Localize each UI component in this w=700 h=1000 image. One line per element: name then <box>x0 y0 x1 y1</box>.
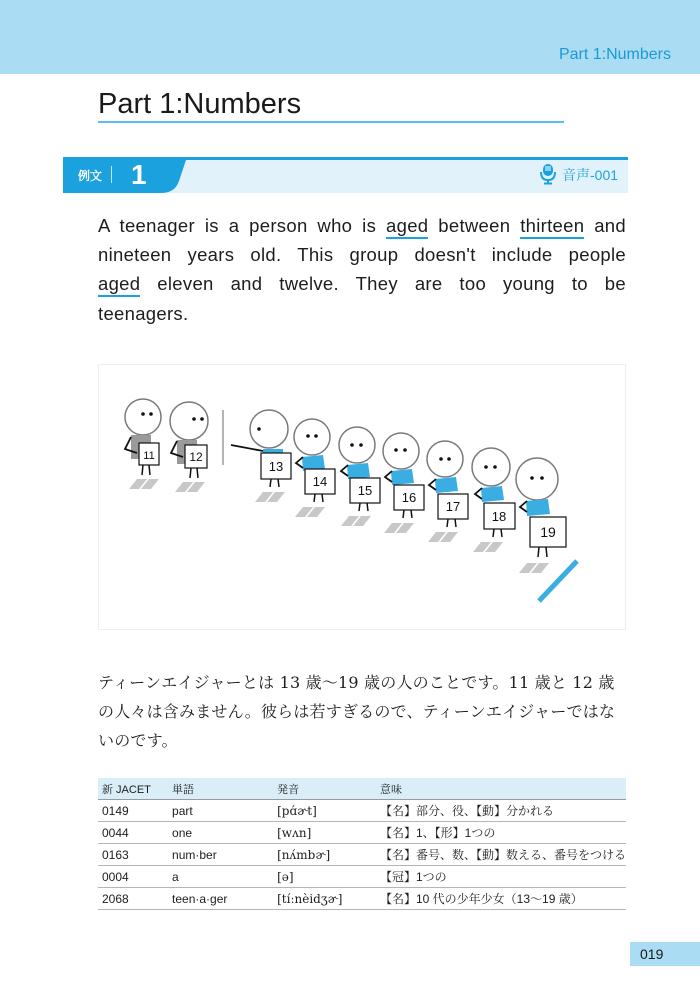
text-segment: between <box>428 215 521 236</box>
stick-figures-illustration <box>99 365 627 631</box>
page-title: Part 1:Numbers <box>98 88 302 120</box>
col-word: 単語 <box>168 778 273 800</box>
text-segment: and nineteen years old. This group doesn't include people <box>98 215 626 266</box>
cell-pronunciation: [ə] <box>273 866 376 888</box>
svg-text:17: 17 <box>445 499 461 514</box>
svg-text:12: 12 <box>189 450 203 464</box>
cell-meaning: 【名】10 代の少年少女（13〜19 歳） <box>376 888 626 910</box>
microphone-icon <box>540 163 556 188</box>
col-meaning: 意味 <box>376 778 626 800</box>
svg-text:14: 14 <box>312 474 328 489</box>
cell-meaning: 【名】1、【形】1つの <box>376 822 626 844</box>
svg-text:18: 18 <box>491 509 507 524</box>
cell-word: a <box>168 866 273 888</box>
svg-text:11: 11 <box>143 450 155 462</box>
col-pronunciation: 発音 <box>273 778 376 800</box>
svg-text:16: 16 <box>401 490 417 505</box>
illustration-teenagers-line <box>98 364 626 630</box>
audio-label: 音声-001 <box>562 167 619 183</box>
underlined-word-aged: aged <box>98 273 140 297</box>
cell-meaning: 【冠】1つの <box>376 866 626 888</box>
cell-word: one <box>168 822 273 844</box>
table-header-row <box>98 778 626 800</box>
cell-word: num·ber <box>168 844 273 866</box>
title-rule <box>98 121 564 123</box>
cell-pronunciation: [pɑ́ɚt] <box>273 800 376 822</box>
cell-word: part <box>168 800 273 822</box>
cell-meaning: 【名】番号、数、【動】数える、番号をつける <box>376 844 626 866</box>
cell-jacet: 0004 <box>98 866 168 888</box>
audio-track[interactable] <box>540 164 618 186</box>
cell-pronunciation: [wʌn] <box>273 822 376 844</box>
underlined-word-thirteen: thirteen <box>520 215 584 239</box>
svg-text:13: 13 <box>268 459 284 474</box>
cell-jacet: 0149 <box>98 800 168 822</box>
page-number: 019 <box>640 946 664 962</box>
cell-pronunciation: [tíːnèidʒɚ] <box>273 888 376 910</box>
table-row <box>98 866 626 888</box>
vocabulary-table <box>98 778 626 910</box>
cell-meaning: 【名】部分、役、【動】分かれる <box>376 800 626 822</box>
cell-word: teen·a·ger <box>168 888 273 910</box>
cell-jacet: 0044 <box>98 822 168 844</box>
table-row <box>98 888 626 910</box>
text-segment: eleven and twelve. They are too young to be teenagers. <box>98 273 626 324</box>
text-segment: A teenager is a person who is <box>98 215 387 236</box>
table-row <box>98 844 626 866</box>
example-number: 1 <box>131 159 147 190</box>
underlined-word-aged: aged <box>386 215 428 239</box>
table-row <box>98 800 626 822</box>
col-jacet: 新 JACET <box>98 778 168 800</box>
example-label: 例文 <box>78 169 103 183</box>
svg-text:19: 19 <box>540 524 556 540</box>
svg-text:15: 15 <box>357 483 373 498</box>
example-separator <box>111 166 112 183</box>
japanese-translation: ティーンエイジャーとは 13 歳〜19 歳の人のことです。11 歳と 12 歳の人々は含みません。彼らは若すぎるので、ティーンエイジャーではないのです。 <box>98 673 616 750</box>
table-row <box>98 822 626 844</box>
cell-jacet: 0163 <box>98 844 168 866</box>
cell-pronunciation: [nʌ́mbɚ] <box>273 844 376 866</box>
cell-jacet: 2068 <box>98 888 168 910</box>
english-example-text <box>98 211 626 328</box>
running-head: Part 1:Numbers <box>558 46 671 63</box>
